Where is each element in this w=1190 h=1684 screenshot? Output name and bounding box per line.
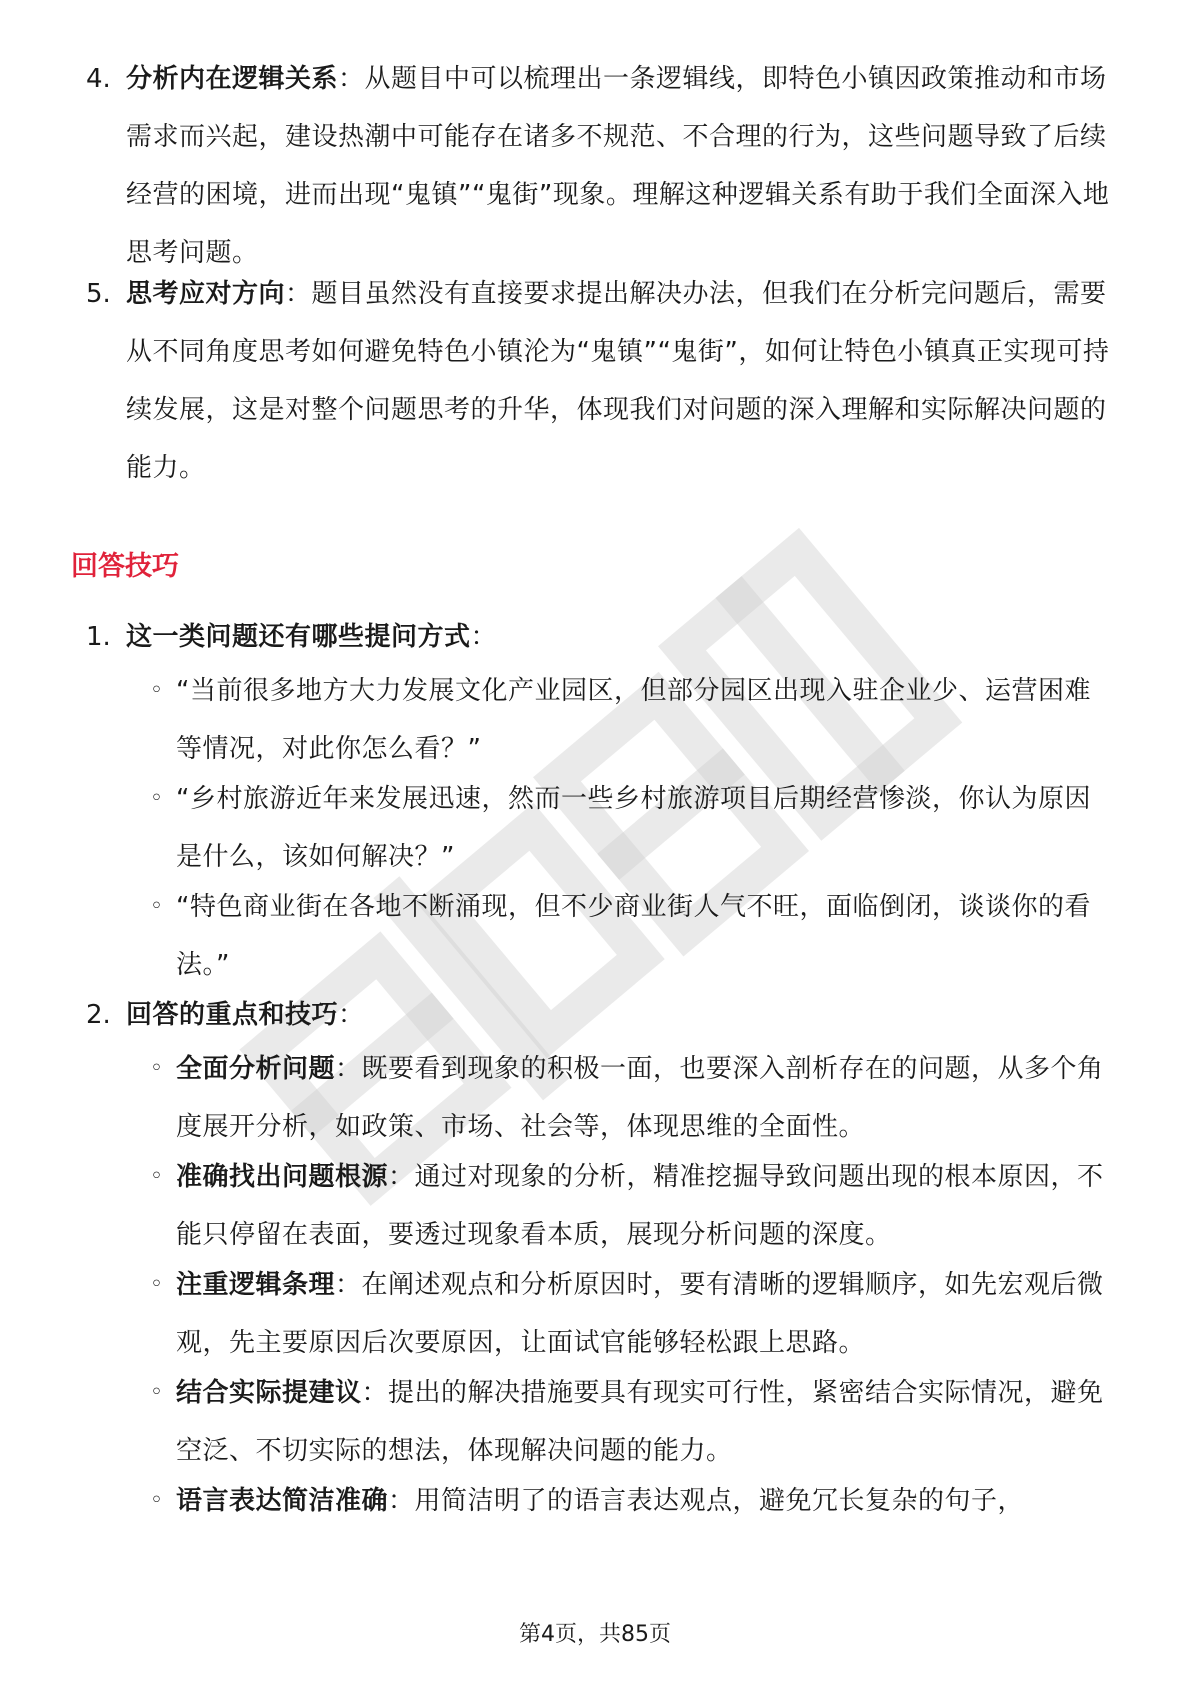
bullet-icon: ◦	[150, 1380, 163, 1405]
list-item-5	[86, 265, 1126, 497]
list-marker: 1.	[86, 622, 111, 652]
item-keyword: 思考应对方向	[126, 279, 286, 309]
technique-text	[176, 1040, 1111, 1156]
bullet-icon: ◦	[150, 1056, 163, 1081]
list-marker: 2.	[86, 1000, 111, 1030]
tip-keyword: 这一类问题还有哪些提问方式	[126, 622, 471, 652]
bullet-icon: ◦	[150, 1488, 163, 1513]
sub-keyword: 准确找出问题根源	[176, 1162, 389, 1192]
technique-text	[176, 1364, 1111, 1480]
sub-body: ：既要看到现象的积极一面，也要深入剖析存在的问题，从多个角度展开分析，如政策、市场、社会等，体现思维的全面性。	[176, 1054, 1104, 1142]
bullet-icon: ◦	[150, 894, 163, 919]
bullet-icon: ◦	[150, 678, 163, 703]
tip-colon: ：	[338, 1000, 365, 1030]
sub-body: ：在阐述观点和分析原因时，要有清晰的逻辑顺序，如先宏观后微观，先主要原因后次要原因，让面试官能够轻松跟上思路。	[176, 1270, 1104, 1358]
section-heading: 回答技巧	[71, 551, 179, 582]
page-number-footer: 第4页，共85页	[519, 1622, 671, 1647]
sub-keyword: 语言表达简洁准确	[176, 1486, 389, 1516]
sub-keyword: 结合实际提建议	[176, 1378, 362, 1408]
tip-keyword: 回答的重点和技巧	[126, 1000, 339, 1030]
sub-body: “乡村旅游近年来发展迅速，然而一些乡村旅游项目后期经营惨淡，你认为原因是什么，该如何解决？”	[176, 784, 1091, 872]
list-item-4	[86, 50, 1126, 282]
question-text	[176, 878, 1111, 994]
technique-text	[176, 1148, 1111, 1264]
bullet-icon: ◦	[150, 1272, 163, 1297]
sub-keyword: 注重逻辑条理	[176, 1270, 336, 1300]
question-text	[176, 662, 1111, 778]
sub-body: ：用简洁明了的语言表达观点，避免冗长复杂的句子，	[388, 1486, 1025, 1516]
question-text	[176, 770, 1111, 886]
bullet-icon: ◦	[150, 786, 163, 811]
sub-body: ：通过对现象的分析，精准挖掘导致问题出现的根本原因，不能只停留在表面，要透过现象看本质，展现分析问题的深度。	[176, 1162, 1104, 1250]
tip-title	[126, 608, 1126, 666]
sub-body: “特色商业街在各地不断涌现，但不少商业街人气不旺，面临倒闭，谈谈你的看法。”	[176, 892, 1091, 980]
list-marker: 5.	[86, 279, 111, 309]
sub-body: ：提出的解决措施要具有现实可行性，紧密结合实际情况，避免空泛、不切实际的想法，体现解决问题的能力。	[176, 1378, 1104, 1466]
technique-text	[176, 1472, 1111, 1530]
list-marker: 4.	[86, 64, 111, 94]
tip-item-1	[86, 608, 1126, 666]
list-item-text	[126, 50, 1126, 282]
item-keyword: 分析内在逻辑关系	[126, 64, 339, 94]
tip-colon: ：	[470, 622, 498, 652]
item-body: ：从题目中可以梳理出一条逻辑线，即特色小镇因政策推动和市场需求而兴起，建设热潮中可能存在诸多不规范、不合理的行为，这些问题导致了后续经营的困境，进而出现“鬼镇”“鬼街”现象。理解这种逻辑关系有助于我们全面深入地思考问题。	[126, 64, 1110, 268]
list-item-text	[126, 265, 1126, 497]
tip-item-2	[86, 986, 1126, 1044]
sub-body: “当前很多地方大力发展文化产业园区，但部分园区出现入驻企业少、运营困难等情况，对此你怎么看？”	[176, 676, 1091, 764]
sub-keyword: 全面分析问题	[176, 1054, 336, 1084]
item-body: ：题目虽然没有直接要求提出解决办法，但我们在分析完问题后，需要从不同角度思考如何避免特色小镇沦为“鬼镇”“鬼街”，如何让特色小镇真正实现可持续发展，这是对整个问题思考的升华，体现我们对问题的深入理解和实际解决问题的能力。	[126, 279, 1110, 483]
tip-title	[126, 986, 1126, 1044]
bullet-icon: ◦	[150, 1164, 163, 1189]
technique-text	[176, 1256, 1111, 1372]
